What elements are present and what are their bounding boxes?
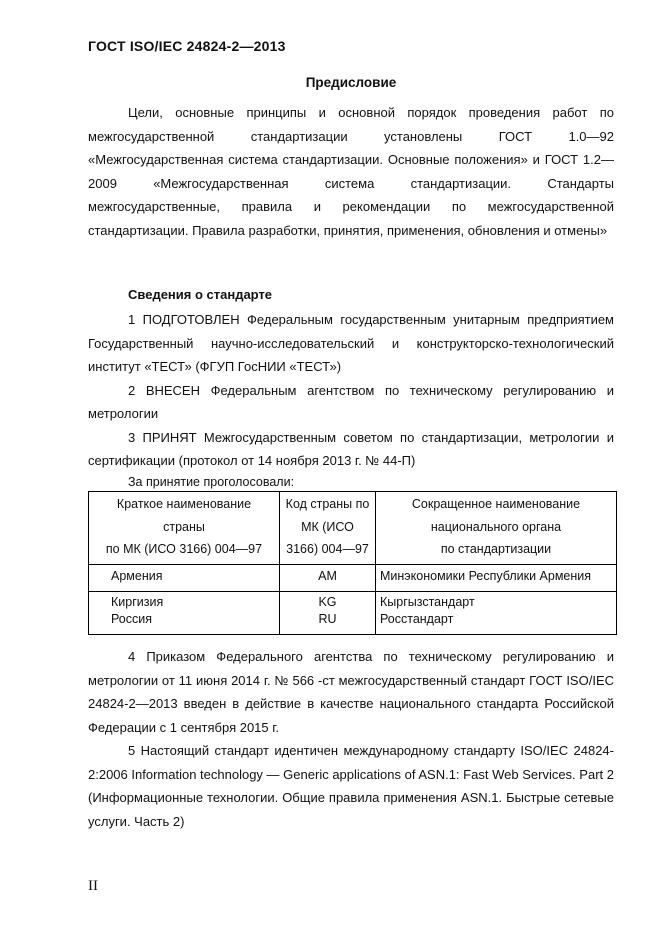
vote-label: За принятие проголосовали: (128, 475, 295, 489)
table-header-row (89, 492, 617, 565)
item-3-adopted: 3 ПРИНЯТ Межгосударственным советом по стандартизации, метрологии и сертификации (протокол от 14 ноября 2013 г. № 44-П) (88, 429, 614, 468)
country-name: Армения (89, 564, 280, 591)
item-1-prepared: 1 ПОДГОТОВЛЕН Федеральным государственным унитарным предприятием Государственный научно-исследовательский и конструкторско-технологический институт «ТЕСТ» (ФГУП ГосНИИ «ТЕСТ») (88, 312, 614, 374)
country-code: RU (280, 611, 376, 635)
standard-info-items-bottom (88, 645, 614, 833)
foreword-title: Предисловие (305, 75, 397, 90)
national-body: Минэкономики Республики Армения (376, 564, 617, 591)
country-code: KG (280, 591, 376, 611)
document-header: ГОСТ ISO/IEC 24824-2—2013 (88, 38, 286, 54)
page-number: II (88, 878, 98, 894)
voting-countries-table (88, 491, 617, 635)
table-row (89, 564, 617, 591)
item-4-order: 4 Приказом Федерального агентства по техническому регулированию и метрологии от 11 июня 2014 г. № 566 -ст межгосударственный стандарт ГОСТ ISO/IEC 24824-2—2013 введен в действие в качестве национального стандарта Российской Федерации с 1 сентября 2015 г. (88, 649, 614, 735)
header-country: Краткое наименование страны по МК (ИСО 3166) 004—97 (89, 492, 280, 565)
table-row (89, 591, 617, 611)
country-code: AM (280, 564, 376, 591)
foreword-body (88, 101, 614, 242)
national-body: Кыргызстандарт (376, 591, 617, 611)
national-body: Росстандарт (376, 611, 617, 635)
item-5-identical: 5 Настоящий стандарт идентичен международному стандарту ISO/IEC 24824-2:2006 Information technology — Generic applications of ASN.1: Fast Web Services. Part 2 (Информационные технологии. Общие правила применения ASN.1. Быстрые сетевые услуги. Часть 2) (88, 743, 614, 829)
header-national-body: Сокращенное наименование национального органа по стандартизации (376, 492, 617, 565)
country-name: Россия (89, 611, 280, 635)
country-name: Киргизия (89, 591, 280, 611)
standard-info-items-top (88, 308, 614, 473)
table-row (89, 611, 617, 635)
item-2-submitted: 2 ВНЕСЕН Федеральным агентством по техническому регулированию и метрологии (88, 382, 614, 421)
header-code: Код страны по МК (ИСО 3166) 004—97 (280, 492, 376, 565)
standard-info-title: Сведения о стандарте (128, 287, 273, 302)
foreword-paragraph: Цели, основные принципы и основной порядок проведения работ по межгосударственной стандартизации установлены ГОСТ 1.0—92 «Межгосударственная система стандартизации. Основные положения» и ГОСТ 1.2—2009 «Межгосударственная система стандартизации. Стандарты межгосударственные, правила и рекомендации по межгосударственной стандартизации. Правила разработки, принятия, применения, обновления и отмены» (88, 105, 614, 238)
